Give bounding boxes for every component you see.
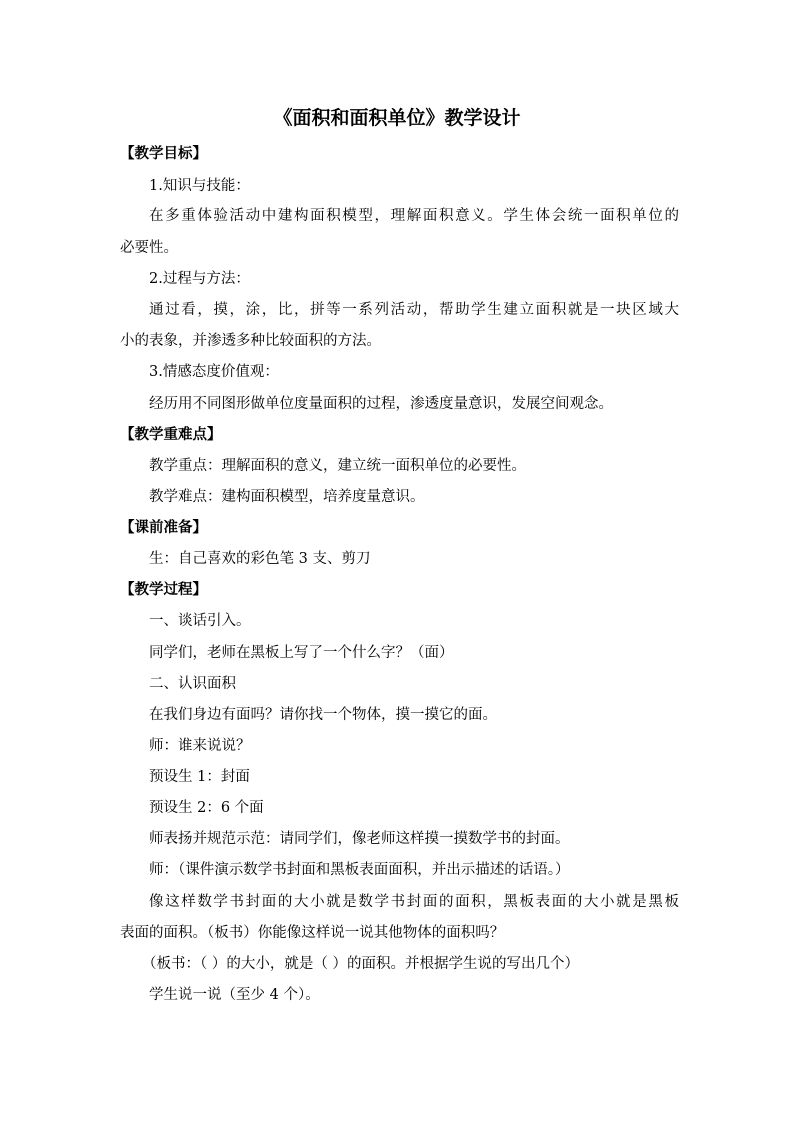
document-title: 《面积和面积单位》教学设计 <box>273 107 521 129</box>
process-line: 同学们，老师在黑板上写了一个什么字？（面） <box>149 645 454 661</box>
process-line: （板书：（ ）的大小，就是（ ）的面积。并根据学生说的写出几个） <box>142 956 579 972</box>
goal-item-2-text-line2: 小的表象，并渗透多种比较面积的方法。 <box>120 333 381 349</box>
process-line: 师：谁来说说？ <box>149 738 251 754</box>
key-focus: 教学重点：理解面积的意义，建立统一面积单位的必要性。 <box>149 458 526 474</box>
process-line: 师：（课件演示数学书封面和黑板表面面积，并出示描述的话语。） <box>149 862 570 878</box>
process-line: 一、谈话引入。 <box>149 613 251 629</box>
process-line: 在我们身边有面吗？请你找一个物体，摸一摸它的面。 <box>149 707 497 723</box>
section-heading-preparation: 【课前准备】 <box>120 519 207 536</box>
goal-item-1-text-line2: 必要性。 <box>120 240 178 256</box>
section-heading-goals: 【教学目标】 <box>120 145 207 162</box>
section-heading-process: 【教学过程】 <box>120 581 207 598</box>
goal-item-3: 3.情感态度价值观： <box>149 364 279 380</box>
process-line: 预设生 1：封面 <box>149 769 250 785</box>
goal-item-2-text-line1: 通过看，摸，涂，比，拼等一系列活动，帮助学生建立面积就是一块区域大 <box>149 302 679 318</box>
preparation-student: 生：自己喜欢的彩色笔 3 支、剪刀 <box>149 551 371 567</box>
goal-item-1: 1.知识与技能： <box>149 178 250 194</box>
process-line: 像这样数学书封面的大小就是数学书封面的面积，黑板表面的大小就是黑板 <box>149 894 679 910</box>
process-line: 师表扬并规范示范：请同学们，像老师这样摸一摸数学书的封面。 <box>149 831 570 847</box>
process-line: 表面的面积。（板书）你能像这样说一说其他物体的面积吗？ <box>120 925 505 941</box>
goal-item-2: 2.过程与方法： <box>149 271 250 287</box>
goal-item-1-text-line1: 在多重体验活动中建构面积模型，理解面积意义。学生体会统一面积单位的 <box>149 208 679 224</box>
process-line: 学生说一说（至少 4 个）。 <box>149 987 320 1003</box>
key-difficulty: 教学难点：建构面积模型，培养度量意识。 <box>149 489 425 505</box>
process-line: 预设生 2：6 个面 <box>149 800 264 816</box>
section-heading-key-points: 【教学重难点】 <box>120 426 222 443</box>
process-line: 二、认识面积 <box>149 676 236 692</box>
goal-item-3-text: 经历用不同图形做单位度量面积的过程，渗透度量意识，发展空间观念。 <box>149 396 613 412</box>
